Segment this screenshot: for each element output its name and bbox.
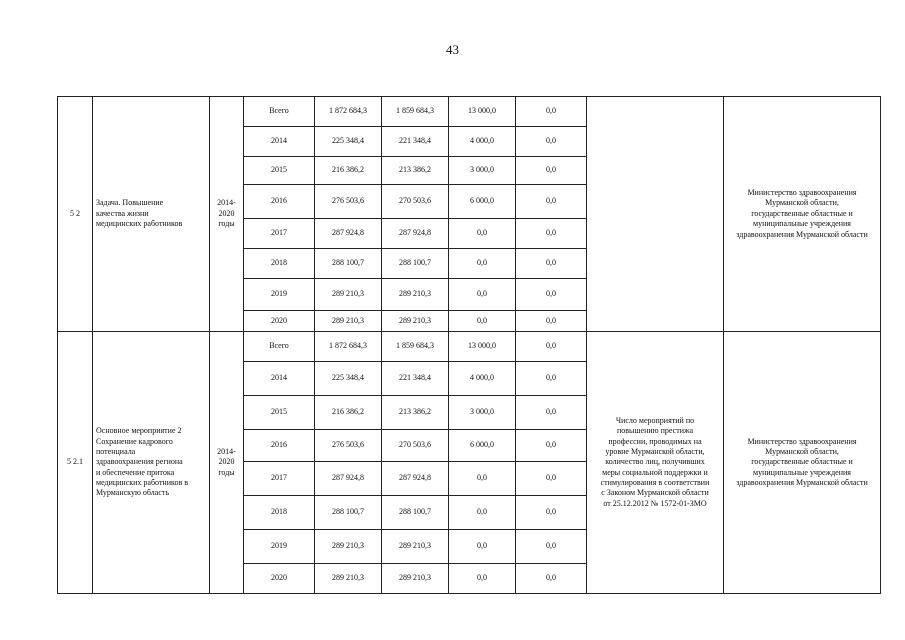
total-amount-cell: 225 348,4 [315,362,382,396]
section-number: 5 2.1 [58,332,93,594]
federal-budget-cell: 0,0 [449,219,516,249]
other-sources-cell: 0,0 [516,362,587,396]
federal-budget-cell: 0,0 [449,496,516,530]
regional-budget-cell: 270 503,6 [382,185,449,219]
year-cell: 2020 [244,564,315,594]
regional-budget-cell: 221 348,4 [382,362,449,396]
indicator-cell [587,97,724,332]
other-sources-cell: 0,0 [516,279,587,311]
year-cell: 2014 [244,127,315,157]
federal-budget-cell: 0,0 [449,530,516,564]
section-name: Основное мероприятие 2 Сохранение кадрового потенциала здравоохранения региона и обеспечение притока медицинских работников в Мурманскую область [93,332,210,594]
other-sources-cell: 0,0 [516,219,587,249]
other-sources-cell: 0,0 [516,430,587,462]
total-amount-cell: 216 386,2 [315,396,382,430]
other-sources-cell: 0,0 [516,185,587,219]
federal-budget-cell: 13 000,0 [449,332,516,362]
regional-budget-cell: 1 859 684,3 [382,332,449,362]
regional-budget-cell: 213 386,2 [382,396,449,430]
other-sources-cell: 0,0 [516,157,587,185]
year-cell: Всего [244,97,315,127]
year-cell: 2019 [244,530,315,564]
executor-cell: Министерство здравоохранения Мурманской области, государственные областные и муниципальные учреждения здравоохранения Мурманской области [724,332,881,594]
year-cell: 2018 [244,249,315,279]
federal-budget-cell: 0,0 [449,279,516,311]
other-sources-cell: 0,0 [516,311,587,332]
year-cell: 2020 [244,311,315,332]
total-amount-cell: 216 386,2 [315,157,382,185]
regional-budget-cell: 288 100,7 [382,496,449,530]
indicator-cell: Число мероприятий по повышению престижа профессии, проводимых на уровне Мурманской области, количество лиц, получивших меры социальной поддержки и стимулирования в соответствии с Законом Мурманской области от 25.12.2012 № 1572-01-ЗМО [587,332,724,594]
table-row [58,97,881,127]
section-period: 2014- 2020 годы [210,332,244,594]
regional-budget-cell: 213 386,2 [382,157,449,185]
budget-table-body [58,97,881,594]
federal-budget-cell: 3 000,0 [449,396,516,430]
year-cell: 2017 [244,462,315,496]
other-sources-cell: 0,0 [516,396,587,430]
table-row [58,332,881,362]
year-cell: 2018 [244,496,315,530]
other-sources-cell: 0,0 [516,564,587,594]
regional-budget-cell: 287 924,8 [382,219,449,249]
federal-budget-cell: 0,0 [449,564,516,594]
year-cell: 2014 [244,362,315,396]
federal-budget-cell: 0,0 [449,311,516,332]
federal-budget-cell: 6 000,0 [449,430,516,462]
total-amount-cell: 1 872 684,3 [315,97,382,127]
year-cell: 2016 [244,185,315,219]
section-number: 5 2 [58,97,93,332]
executor-cell: Министерство здравоохранения Мурманской области, государственные областные и муниципальные учреждения здравоохранения Мурманской области [724,97,881,332]
federal-budget-cell: 6 000,0 [449,185,516,219]
total-amount-cell: 276 503,6 [315,185,382,219]
total-amount-cell: 288 100,7 [315,249,382,279]
year-cell: 2019 [244,279,315,311]
section-name: Задача. Повышение качества жизни медицинских работников [93,97,210,332]
year-cell: 2015 [244,396,315,430]
year-cell: 2017 [244,219,315,249]
other-sources-cell: 0,0 [516,332,587,362]
page-number: 43 [446,42,459,57]
year-cell: 2015 [244,157,315,185]
other-sources-cell: 0,0 [516,127,587,157]
federal-budget-cell: 4 000,0 [449,362,516,396]
other-sources-cell: 0,0 [516,462,587,496]
total-amount-cell: 289 210,3 [315,564,382,594]
total-amount-cell: 289 210,3 [315,311,382,332]
regional-budget-cell: 1 859 684,3 [382,97,449,127]
year-cell: Всего [244,332,315,362]
regional-budget-cell: 289 210,3 [382,564,449,594]
federal-budget-cell: 3 000,0 [449,157,516,185]
total-amount-cell: 287 924,8 [315,462,382,496]
total-amount-cell: 289 210,3 [315,279,382,311]
budget-table [57,96,881,594]
other-sources-cell: 0,0 [516,496,587,530]
federal-budget-cell: 0,0 [449,249,516,279]
total-amount-cell: 225 348,4 [315,127,382,157]
total-amount-cell: 276 503,6 [315,430,382,462]
regional-budget-cell: 270 503,6 [382,430,449,462]
year-cell: 2016 [244,430,315,462]
other-sources-cell: 0,0 [516,97,587,127]
regional-budget-cell: 287 924,8 [382,462,449,496]
total-amount-cell: 287 924,8 [315,219,382,249]
total-amount-cell: 289 210,3 [315,530,382,564]
regional-budget-cell: 288 100,7 [382,249,449,279]
federal-budget-cell: 4 000,0 [449,127,516,157]
section-period: 2014- 2020 годы [210,97,244,332]
regional-budget-cell: 289 210,3 [382,311,449,332]
federal-budget-cell: 0,0 [449,462,516,496]
regional-budget-cell: 289 210,3 [382,530,449,564]
federal-budget-cell: 13 000,0 [449,97,516,127]
regional-budget-cell: 289 210,3 [382,279,449,311]
total-amount-cell: 288 100,7 [315,496,382,530]
regional-budget-cell: 221 348,4 [382,127,449,157]
other-sources-cell: 0,0 [516,249,587,279]
total-amount-cell: 1 872 684,3 [315,332,382,362]
other-sources-cell: 0,0 [516,530,587,564]
